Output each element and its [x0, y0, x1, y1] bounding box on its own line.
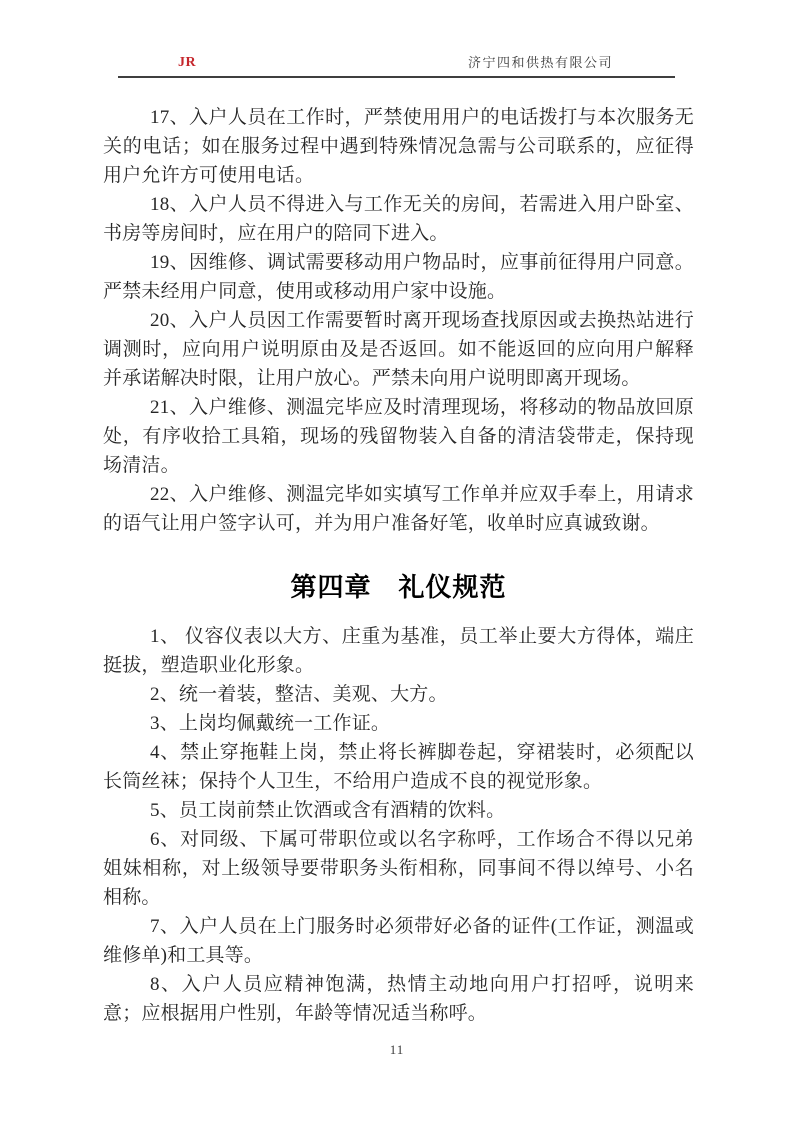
page-header — [118, 0, 675, 78]
company-name: 济宁四和供热有限公司 — [467, 55, 613, 70]
page-number: 11 — [389, 1042, 405, 1057]
etiquette-paragraph-2: 2、统一着装，整洁、美观、大方。 — [150, 684, 448, 705]
header-row — [118, 52, 675, 76]
rule-paragraph-17: 17、入户人员在工作时，严禁使用用户的电话拨打与本次服务无关的电话；如在服务过程中遇到特殊情况急需与公司联系的，应征得用户允许方可使用电话。 — [103, 107, 694, 186]
rule-paragraph-22: 22、入户维修、测温完毕如实填写工作单并应双手奉上，用请求的语气让用户签字认可，并为用户准备好笔，收单时应真诚致谢。 — [103, 484, 694, 534]
etiquette-paragraph-3: 3、上岗均佩戴统一工作证。 — [150, 713, 391, 734]
rule-paragraph-19: 19、因维修、调试需要移动用户物品时，应事前征得用户同意。严禁未经用户同意，使用或移动用户家中设施。 — [103, 252, 694, 302]
page-footer — [0, 1041, 794, 1059]
rule-paragraph-20: 20、入户人员因工作需要暂时离开现场查找原因或去换热站进行调测时，应向用户说明原由及是否返回。如不能返回的应向用户解释并承诺解决时限，让用户放心。严禁未向用户说明即离开现场。 — [103, 310, 694, 389]
chapter-heading: 第四章 礼仪规范 — [290, 572, 507, 602]
rule-paragraph-18: 18、入户人员不得进入与工作无关的房间，若需进入用户卧室、书房等房间时，应在用户的陪同下进入。 — [103, 194, 694, 244]
etiquette-paragraph-8: 8、入户人员应精神饱满，热情主动地向用户打招呼，说明来意；应根据用户性别，年龄等情况适当称呼。 — [103, 974, 694, 1024]
etiquette-paragraph-1: 1、 仪容仪表以大方、庄重为基准，员工举止要大方得体，端庄挺拔，塑造职业化形象。 — [103, 626, 694, 676]
etiquette-paragraph-4: 4、禁止穿拖鞋上岗，禁止将长裤脚卷起，穿裙装时，必须配以长筒丝袜；保持个人卫生，不给用户造成不良的视觉形象。 — [103, 742, 694, 792]
company-logo: JR — [178, 55, 197, 70]
etiquette-paragraph-7: 7、入户人员在上门服务时必须带好必备的证件(工作证，测温或维修单)和工具等。 — [103, 916, 694, 966]
rule-paragraph-21: 21、入户维修、测温完毕应及时清理现场，将移动的物品放回原处，有序收拾工具箱，现场的残留物装入自备的清洁袋带走，保持现场清洁。 — [103, 397, 694, 476]
etiquette-paragraph-6: 6、对同级、下属可带职位或以名字称呼，工作场合不得以兄弟姐妹相称，对上级领导要带职务头衔相称，同事间不得以绰号、小名相称。 — [103, 829, 694, 908]
document-body — [103, 103, 694, 1028]
etiquette-paragraph-5: 5、员工岗前禁止饮酒或含有酒精的饮料。 — [150, 800, 506, 821]
